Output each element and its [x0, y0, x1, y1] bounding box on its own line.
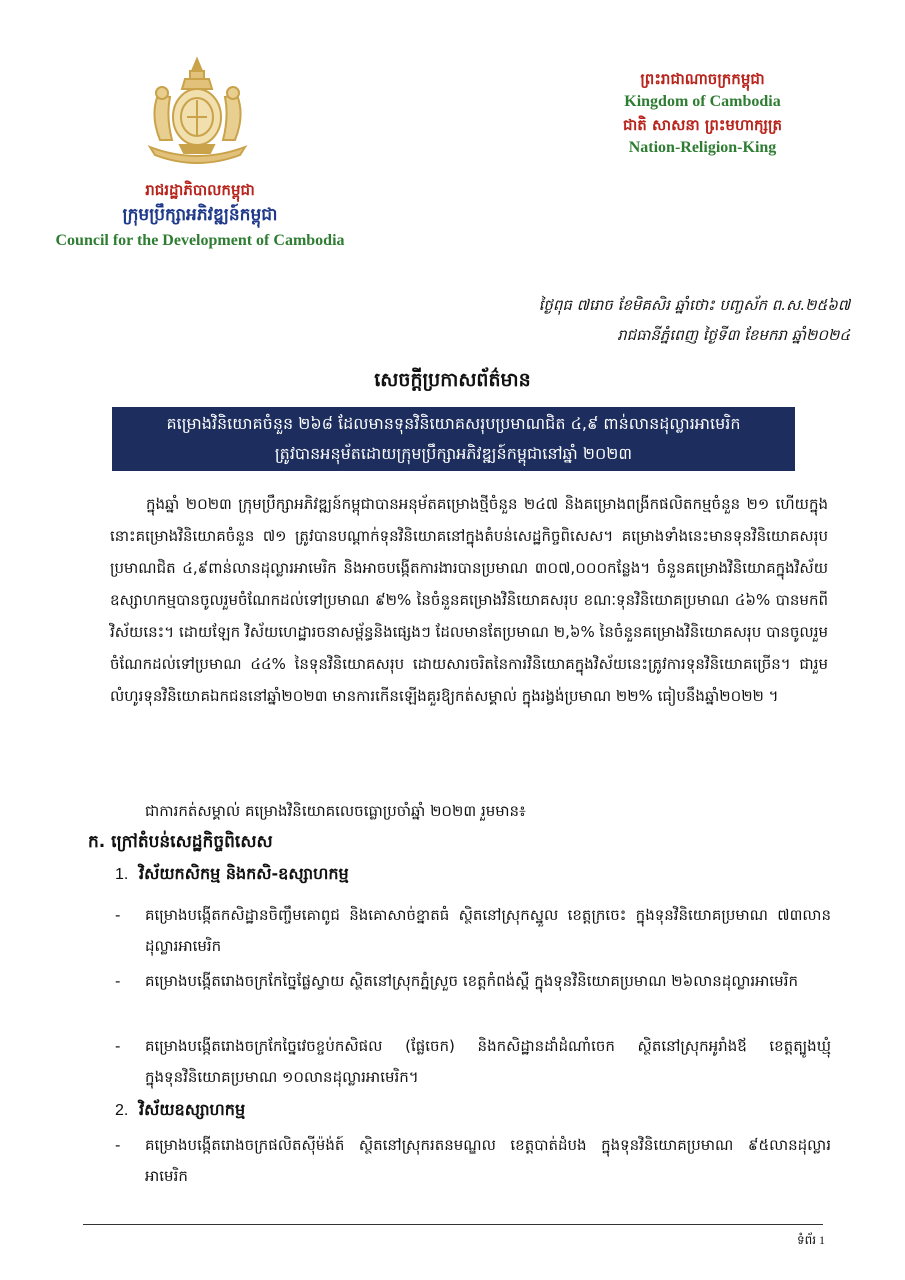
issuer-block	[40, 178, 360, 252]
kingdom-kh: ព្រះរាជាណាចក្រកម្ពុជា	[640, 70, 765, 88]
government-name: រាជរដ្ឋាភិបាលកម្ពុជា	[145, 181, 255, 199]
footer-divider	[83, 1224, 823, 1225]
date-block	[539, 290, 850, 350]
sector-number: 1.	[115, 866, 129, 883]
bullet-dash: -	[115, 906, 121, 924]
page-number: ទំព័រ 1	[796, 1233, 825, 1247]
list-item	[115, 900, 831, 962]
list-item	[115, 1031, 831, 1093]
sector-heading	[115, 858, 349, 891]
bullet-dash: -	[115, 1037, 121, 1055]
motto-kh: ជាតិ សាសនា ព្រះមហាក្សត្រ	[623, 116, 782, 134]
section-heading: ក. ក្រៅតំបន់សេដ្ឋកិច្ចពិសេស	[88, 832, 273, 852]
headline-line-2: ត្រូវបានអនុម័តដោយក្រុមប្រឹក្សាអភិវឌ្ឍន៍កម្ពុជានៅឆ្នាំ ២០២៣	[274, 444, 633, 463]
list-item-text: គម្រោងបង្កើតរោងចក្រកែច្នៃវេចខ្ចប់កសិផល (ផ្លែចេក) និងកសិដ្ឋានដាំដំណាំចេក ស្ថិតនៅស្រុកអូរាំងឪ ខេត្តត្បូងឃ្មុំ ក្នុងទុនវិនិយោគប្រមាណ ១០លានដុល្លារអាមេរិក។	[145, 1037, 831, 1086]
list-item	[115, 966, 831, 997]
sector-label: វិស័យកសិកម្ម និងកសិ-ឧស្សាហកម្ម	[139, 864, 349, 883]
sector-heading	[115, 1094, 245, 1127]
list-item-text: គម្រោងបង្កើតរោងចក្រកែច្នៃផ្លែស្វាយ ស្ថិតនៅស្រុកភ្នំស្រួច ខេត្តកំពង់ស្ពឺ ក្នុងទុនវិនិយោគប្រមាណ ២៦លានដុល្លារអាមេរិក	[145, 972, 798, 990]
royal-coat-of-arms-icon	[140, 55, 255, 167]
list-item	[115, 1130, 831, 1192]
sector-number: 2.	[115, 1102, 129, 1119]
page-title: សេចក្តីប្រកាសព័ត៌មាន	[374, 369, 531, 391]
list-item-text: គម្រោងបង្កើតកសិដ្ឋានចិញ្ចឹមគោពូជ និងគោសាច់ខ្នាតធំ ស្ថិតនៅស្រុកស្នួល ខេត្តក្រចេះ ក្នុងទុនវិនិយោគប្រមាណ ៧៣លានដុល្លារអាមេរិក	[145, 906, 831, 955]
bullet-dash: -	[115, 1136, 121, 1154]
solar-date: រាជធានីភ្នំពេញ ថ្ងៃទី៣ ខែមករា ឆ្នាំ២០២៤	[617, 326, 850, 344]
headline-line-1: គម្រោងវិនិយោគចំនួន ២៦៨ ដែលមានទុនវិនិយោគសរុបប្រមាណជិត ៤,៩ ពាន់លានដុល្លារអាមេរិក	[166, 414, 741, 433]
highlights-intro: ជាការកត់សម្គាល់ គម្រោងវិនិយោគលេចធ្លោប្រចាំឆ្នាំ ២០២៣ រួមមាន៖	[145, 802, 526, 820]
kingdom-block	[590, 68, 815, 160]
headline-banner	[112, 407, 795, 471]
council-name-en: Council for the Development of Cambodia	[55, 232, 345, 249]
council-name-kh: ក្រុមប្រឹក្សាអភិវឌ្ឍន៍កម្ពុជា	[122, 205, 278, 225]
motto-en: Nation-Religion-King	[628, 139, 777, 156]
list-item-text: គម្រោងបង្កើតរោងចក្រផលិតស៊ីម៉ង់ត៍ ស្ថិតនៅស្រុករតនមណ្ឌល ខេត្តបាត់ដំបង ក្នុងទុនវិនិយោគប្រមាណ ៩៥លានដុល្លារអាមេរិក	[145, 1136, 831, 1185]
body-paragraph: ក្នុងឆ្នាំ ២០២៣ ក្រុមប្រឹក្សាអភិវឌ្ឍន៍កម្ពុជាបានអនុម័តគម្រោងថ្មីចំនួន ២៤៧ និងគម្រោងពង្រីកផលិតកម្មចំនួន ២១ ហើយក្នុងនោះគម្រោងវិនិយោគចំនួន ៧១ ត្រូវបានបណ្តាក់ទុនវិនិយោគនៅក្នុងតំបន់សេដ្ឋកិច្ចពិសេស។ គម្រោងទាំងនេះមានទុនវិនិយោគសរុបប្រមាណជិត ៤,៩ពាន់លានដុល្លារអាមេរិក និងអាចបង្កើតការងារបានប្រមាណ ៣០៧,០០០កន្លែង។ ចំនួនគម្រោងវិនិយោគក្នុងវិស័យឧស្សាហកម្មបានចូលរួមចំណែកដល់ទៅប្រមាណ ៩២% នៃចំនួនគម្រោងវិនិយោគសរុប ខណៈទុនវិនិយោគប្រមាណ ៤៦% បានមកពីវិស័យនេះ។ ដោយឡែក វិស័យហេដ្ឋារចនាសម្ព័ន្ធនិងផ្សេងៗ ដែលមានតែប្រមាណ ២,៦% នៃចំនួនគម្រោងវិនិយោគសរុប បានចូលរួមចំណែកដល់ទៅប្រមាណ ៤៤% នៃទុនវិនិយោគសរុប ដោយសារចរិតនៃការវិនិយោគក្នុងវិស័យនេះត្រូវការទុនវិនិយោគច្រើន។ ជារួម លំហូរទុនវិនិយោគឯកជននៅឆ្នាំ២០២៣ មានការកើនឡើងគួរឱ្យកត់សម្គាល់ ក្នុងរង្វង់ប្រមាណ ២២% ធៀបនឹងឆ្នាំ២០២២ ។	[110, 495, 828, 705]
lunar-date: ថ្ងៃពុធ ៧រោច ខែមិគសិរ ឆ្នាំថោះ បញ្ចស័ក ព.ស.២៥៦៧	[538, 296, 850, 314]
bullet-dash: -	[115, 972, 121, 990]
kingdom-en: Kingdom of Cambodia	[624, 93, 781, 110]
sector-label: វិស័យឧស្សាហកម្ម	[139, 1100, 246, 1119]
